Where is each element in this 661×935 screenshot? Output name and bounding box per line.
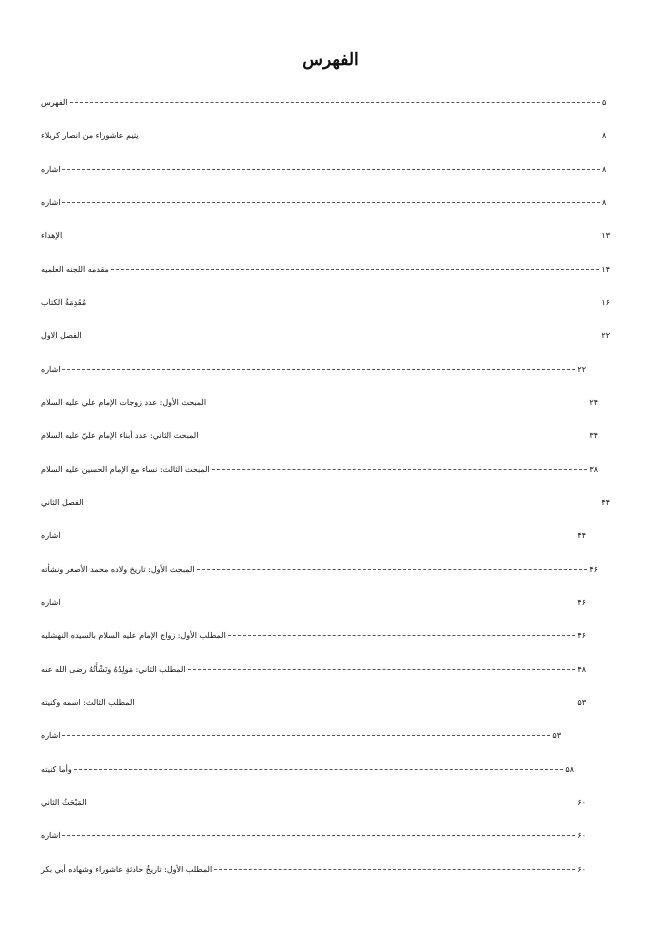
- toc-entry-title: اشاره: [41, 164, 61, 174]
- toc-entry[interactable]: [38, 862, 586, 876]
- toc-entry[interactable]: [38, 462, 598, 476]
- toc-entry-title: يتيم عاشوراء من انصار كربلاء: [41, 130, 139, 140]
- toc-entry-page-number: ۱۳: [601, 230, 610, 240]
- toc-entry[interactable]: [38, 628, 586, 642]
- toc-entry-page-number: ۵۳: [577, 697, 586, 707]
- toc-entry-page-number: ۴۶: [577, 597, 586, 607]
- toc-entry-page-number: ۶۰: [577, 797, 586, 807]
- toc-entry-title: المطلب الثالث: اسمه وكنيته: [41, 697, 135, 707]
- toc-entry-title: مُقَدِمَةُ الكتاب: [41, 297, 87, 307]
- toc-entry-page-number: ۸: [602, 164, 607, 174]
- toc-entry-title: وأما كنيته: [41, 764, 72, 774]
- dotted-leader: [197, 569, 588, 570]
- toc-entry[interactable]: [38, 695, 586, 709]
- toc-entry[interactable]: [38, 162, 610, 176]
- toc-entry-page-number: ۸: [602, 197, 607, 207]
- toc-entry-page-number: ۱۶: [601, 297, 610, 307]
- toc-entry-title: الفهرس: [41, 97, 68, 107]
- toc-entry-page-number: ۵۸: [565, 764, 574, 774]
- toc-entry-title: اشاره: [41, 197, 61, 207]
- dotted-leader: [62, 169, 600, 170]
- toc-entry-page-number: ۲۲: [601, 330, 610, 340]
- toc-entry-page-number: ۶۰: [577, 864, 586, 874]
- toc-entry-page-number: ۳۴: [589, 430, 598, 440]
- toc-entry-title: المطلب الثاني: مَولِدُهُ ونَشْأَتُهُ رضى الله عنه: [41, 664, 186, 674]
- toc-entry-title: اشاره: [41, 530, 61, 540]
- dotted-leader: [212, 469, 588, 470]
- toc-entry[interactable]: [38, 795, 586, 809]
- toc-entry-page-number: ۲۴: [589, 397, 598, 407]
- toc-entry-title: الفصل الثاني: [41, 497, 84, 507]
- toc-entry[interactable]: [38, 828, 586, 842]
- toc-entry-title: الإهداء: [41, 230, 63, 240]
- toc-entry-title: اشاره: [41, 364, 61, 374]
- dotted-leader: [62, 735, 550, 736]
- dotted-leader: [188, 669, 576, 670]
- toc-entry-page-number: ۵۳: [552, 730, 561, 740]
- toc-entry-page-number: ۱۴: [601, 264, 610, 274]
- dotted-leader: [62, 835, 575, 836]
- toc-entry[interactable]: [38, 128, 610, 142]
- toc-entry-page-number: ۴۴: [601, 497, 610, 507]
- dotted-leader: [111, 269, 600, 270]
- toc-entry[interactable]: [38, 595, 586, 609]
- dotted-leader: [70, 102, 600, 103]
- toc-entry-page-number: ۴۴: [577, 530, 586, 540]
- toc-entry[interactable]: [38, 528, 586, 542]
- dotted-leader: [74, 769, 564, 770]
- dotted-leader: [62, 202, 600, 203]
- toc-entry-title: الفصل الاول: [41, 330, 82, 340]
- toc-entry[interactable]: [38, 562, 598, 576]
- toc-entry[interactable]: [38, 262, 610, 276]
- toc-entry-title: المبحث الأول: تاريخ ولاده محمد الأصغر ونشأته: [41, 564, 195, 574]
- toc-entry-page-number: ۴۶: [589, 564, 598, 574]
- toc-entry-page-number: ۴۸: [577, 664, 586, 674]
- toc-entry-title: اشاره: [41, 597, 61, 607]
- toc-entry-page-number: ۲۲: [577, 364, 586, 374]
- toc-entry-title: المَبْحَثُ الثاني: [41, 797, 87, 807]
- toc-entry-title: مقدمه اللجنه العلميه: [41, 264, 109, 274]
- toc-entry-title: المطلب الأول: زواج الإمام عليه السلام بالسيده النهشليه: [41, 630, 226, 640]
- toc-entry[interactable]: [38, 228, 610, 242]
- toc-entry[interactable]: [38, 328, 610, 342]
- toc-entry-title: المبحث الأول: عدد زوجات الإمام علي عليه السلام: [41, 397, 207, 407]
- toc-entry[interactable]: [38, 362, 586, 376]
- toc-entry[interactable]: [38, 295, 610, 309]
- dotted-leader: [62, 369, 575, 370]
- toc-entry-page-number: ۸: [602, 130, 607, 140]
- toc-entry[interactable]: [38, 95, 610, 109]
- toc-entry[interactable]: [38, 728, 561, 742]
- toc-entry-page-number: ۶۰: [577, 830, 586, 840]
- toc-entry[interactable]: [38, 495, 610, 509]
- toc-entry-title: اشاره: [41, 730, 61, 740]
- dotted-leader: [214, 869, 575, 870]
- toc-entry[interactable]: [38, 762, 574, 776]
- toc-entry[interactable]: [38, 195, 610, 209]
- toc-entry-title: المطلب الأول: تاريخُ حادثةِ عاشوراء وشهاده أبي بكر: [41, 864, 213, 874]
- page-title: الفهرس: [302, 50, 359, 70]
- toc-entry-title: المبحث الثالث: نساء مع الإمام الحسين عليه السلام: [41, 464, 210, 474]
- toc-entry[interactable]: [38, 662, 586, 676]
- toc-entry-page-number: ۳۸: [589, 464, 598, 474]
- toc-entry-title: اشاره: [41, 830, 61, 840]
- toc-entry[interactable]: [38, 395, 598, 409]
- toc-entry-title: المبحث الثاني: عدد أبناء الإمام عليّ عليه السلام: [41, 430, 199, 440]
- toc-entry-page-number: ۵: [602, 97, 607, 107]
- toc-entry[interactable]: [38, 428, 598, 442]
- dotted-leader: [228, 635, 576, 636]
- toc-entry-page-number: ۴۶: [577, 630, 586, 640]
